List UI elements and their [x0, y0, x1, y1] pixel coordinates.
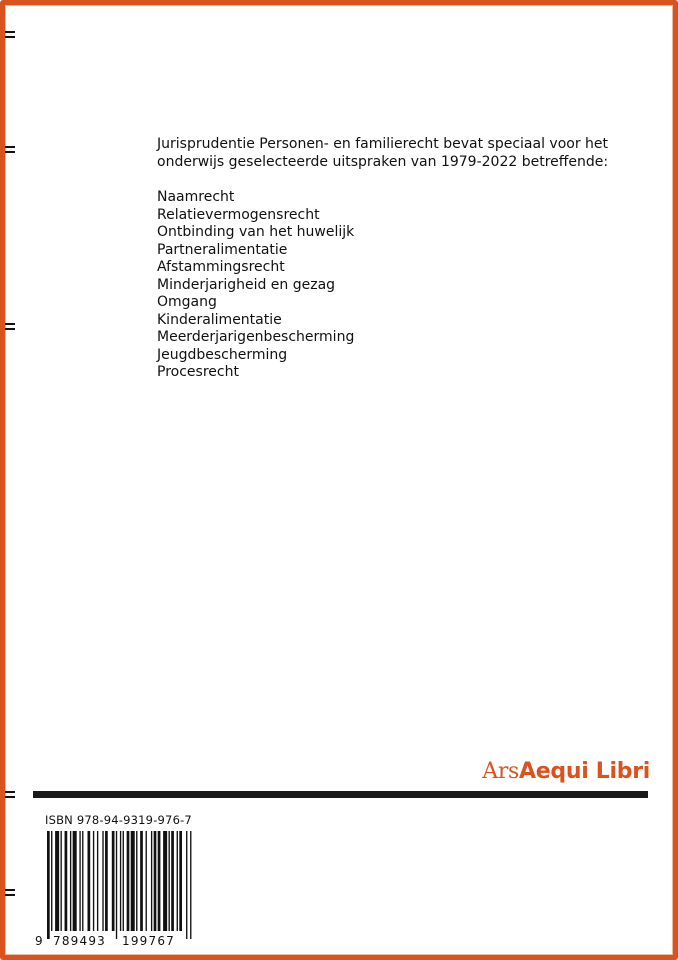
- barcode-bar: [116, 831, 117, 939]
- topic-item: Partneralimentatie: [157, 241, 288, 258]
- barcode-bar: [65, 831, 68, 931]
- barcode-bar: [127, 831, 130, 931]
- topic-list: [157, 189, 627, 382]
- blurb-intro: Jurisprudentie Personen- en familierecht bevat speciaal voor het onderwijs geselecteerde uitspraken van 1979-2022 betreffende:: [157, 136, 609, 170]
- cover-blurb: [157, 136, 627, 382]
- barcode-bar: [151, 831, 152, 931]
- topic-item: Meerderjarigenbescherming: [157, 329, 355, 345]
- barcode-bar: [163, 831, 167, 931]
- barcode-bar: [123, 831, 124, 931]
- barcode-bar: [140, 831, 143, 931]
- barcode-bar: [102, 831, 103, 931]
- barcode-bar: [179, 831, 182, 931]
- barcode-bar: [73, 831, 77, 931]
- barcode-bars: [47, 831, 191, 939]
- topic-item: Afstammingsrecht: [157, 259, 285, 275]
- barcode-bar: [88, 831, 91, 931]
- crop-mark: [5, 791, 15, 799]
- barcode-bar: [131, 831, 135, 931]
- horizontal-rule: [33, 791, 648, 798]
- topic-item: Naamrecht: [157, 189, 235, 205]
- crop-mark: [5, 323, 15, 331]
- barcode-bar: [97, 831, 98, 931]
- topic-item: Minderjarigheid en gezag: [157, 276, 336, 293]
- barcode-bar: [55, 831, 59, 931]
- barcode-bar: [47, 831, 50, 939]
- barcode-bar: [169, 831, 170, 931]
- barcode-digits-right: 199767: [122, 934, 176, 948]
- topic-item: Procesrecht: [157, 364, 239, 380]
- crop-mark: [5, 146, 15, 154]
- barcode-bar: [105, 831, 108, 931]
- barcode-bar: [61, 831, 62, 931]
- barcode-digit-first: 9: [35, 934, 43, 948]
- barcode-bar: [136, 831, 137, 931]
- publisher-logo-ars: Ars: [482, 759, 520, 784]
- barcode-bar: [190, 831, 191, 939]
- barcode-bar: [82, 831, 83, 931]
- barcode-bar: [93, 831, 94, 931]
- barcode-bar: [171, 831, 174, 931]
- crop-mark: [5, 889, 15, 897]
- topic-item: Ontbinding van het huwelijk: [157, 224, 355, 240]
- barcode-bar: [186, 831, 187, 939]
- barcode-bar: [146, 831, 147, 931]
- barcode-bar: [120, 831, 121, 931]
- barcode-digits-left: 789493: [53, 934, 107, 948]
- barcode-bar: [158, 831, 161, 931]
- publisher-logo-name: Aequi Libri: [519, 759, 650, 784]
- barcode-bar: [154, 831, 157, 931]
- barcode-bar: [112, 831, 115, 931]
- topic-item: Relatievermogensrecht: [157, 206, 320, 223]
- publisher-logo: [482, 759, 650, 784]
- isbn-label: ISBN 978-94-9319-976-7: [45, 813, 192, 827]
- topic-item: Omgang: [157, 294, 217, 310]
- barcode-bar: [79, 831, 80, 931]
- barcode-bar: [70, 831, 71, 931]
- crop-mark: [5, 31, 15, 39]
- topic-item: Kinderalimentatie: [157, 311, 282, 328]
- topic-item: Jeugdbescherming: [157, 346, 288, 363]
- barcode-bar: [51, 831, 52, 931]
- isbn-barcode: [33, 831, 195, 949]
- barcode-bar: [177, 831, 178, 931]
